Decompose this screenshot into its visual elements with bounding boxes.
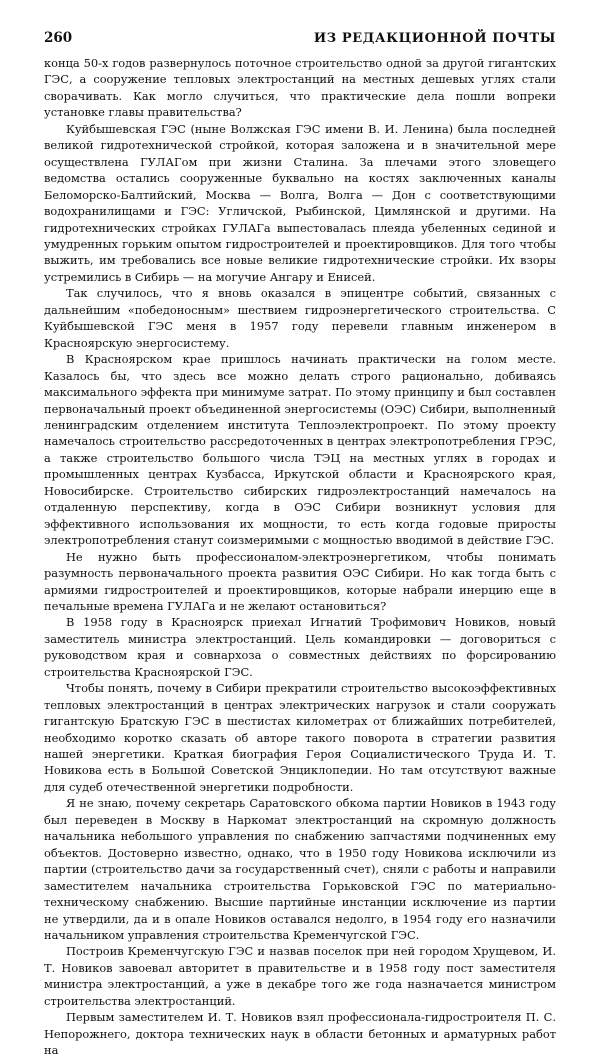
paragraph-continued: конца 50-х годов развернулось поточное строительство одной за другой гигантских ГЭС, а сооружение тепловых электростанций на местных дешевых углях стали сворачивать. Как могло случиться, что практические дела пошли вопреки установке главы правительства? bbox=[44, 56, 556, 120]
paragraph-kremenchug: Построив Кременчугскую ГЭС и назвав поселок при ней городом Хрущевом, И. Т. Новиков завоевал авторитет в правительстве и в 1958 году пост заместителя министра электростанций, а уже в декабре того же года назначается министром строительства электростанций. bbox=[44, 944, 556, 1008]
paragraph-krasnoyarsk: В Красноярском крае пришлось начинать практически на голом месте. Казалось бы, что здесь все можно делать строго рационально, добиваясь максимального эффекта при минимуме затрат. По этому принципу и был составлен первоначальный проект объединенной энергосистемы (ОЭС) Сибири, выполненный ленинградским отделением института Теплоэлектропроект. По этому проекту намечалось строительство рассредоточенных в центрах электропотребления ГРЭС, а также строительство большого числа ТЭЦ на местных углях в городах и промышленных центрах Кузбасса, Иркутской области и Красноярского края, Новосибирске. Строительство сибирских гидроэлектростанций намечалось на отдаленную перспективу, когда в ОЭС Сибири возникнут условия для эффективного использования их мощности, то есть когда годовые приросты электропотребления станут соизмеримыми с мощностью вводимой в действие ГЭС. bbox=[44, 352, 556, 548]
paragraph-kuibyshev-ges: Куйбышевская ГЭС (ныне Волжская ГЭС имени В. И. Ленина) была последней великой гидротехнической стройкой, которая заложена и в значительной мере осуществлена ГУЛАГом при жизни Сталина. За плечами этого зловещего ведомства остались сооруженные буквально на костях заключенных каналы Беломорско-Балтийский, Москва — Волга, Волга — Дон с соответствующими водохранилищами и ГЭС: Угличской, Рыбинской, Цимлянской и другими. На гидротехнических стройках ГУЛАГа выпестовалась плеяда убеленных сединой и умудренных горьким опытом гидростроителей и проектировщиков. Для того чтобы выжить, им требовались все новые великие гидротехнические стройки. Их взоры устремились в Сибирь — на могучие Ангару и Енисей. bbox=[44, 121, 556, 284]
paragraph-bratsk: Чтобы понять, почему в Сибири прекратили строительство высокоэффективных тепловых электростанций в центрах электрических нагрузок и стали сооружать гигантскую Братскую ГЭС в шестистах километрах от ближайших потребителей, необходимо коротко сказать об авторе такого поворота в стратегии развития нашей энергетики. Краткая биография Героя Социалистического Труда И. Т. Новикова есть в Большой Советской Энциклопедии. Но там отсутствуют важные для судеб отечественной энергетики подробности. bbox=[44, 681, 556, 794]
paragraph-novikov-bio: Я не знаю, почему секретарь Саратовского обкома партии Новиков в 1943 году был переведен в Москву в Наркомат электростанций на скромную должность начальника небольшого управления по снабжению запчастями подчиненных ему объектов. Достоверно известно, однако, что в 1950 году Новикова исключили из партии (строительство дачи за государственный счет), сняли с работы и направили заместителем начальника строительства Горьковской ГЭС по материально-техническому снабжению. Высшие партийные инстанции исключение из партии не утвердили, да и в опале Новиков оставался недолго, в 1954 году его назначили начальником управления строительства Кременчугской ГЭС. bbox=[44, 796, 556, 943]
article-body bbox=[44, 55, 556, 1059]
page-header bbox=[44, 30, 556, 52]
paragraph-original-project: Не нужно быть профессионалом-электроэнергетиком, чтобы понимать разумность первоначального проекта развития ОЭС Сибири. Но как тогда быть с армиями гидростроителей и проектировщиков, которые набрали инерцию еще в печальные времена ГУЛАГа и не желают остановиться? bbox=[44, 549, 556, 613]
page bbox=[44, 30, 556, 1059]
paragraph-epicenter: Так случилось, что я вновь оказался в эпицентре событий, связанных с дальнейшим «победоносным» шествием гидроэнергетического строительства. С Куйбышевской ГЭС меня в 1957 году перевели главным инженером в Красноярскую энергосистему. bbox=[44, 286, 556, 350]
paragraph-neporozhny: Первым заместителем И. Т. Новиков взял профессионала-гидростроителя П. С. Непорожнего, доктора технических наук в области бетонных и арматурных работ на bbox=[44, 1010, 556, 1058]
paragraph-novikov-arrival: В 1958 году в Красноярск приехал Игнатий Трофимович Новиков, новый заместитель министра электростанций. Цель командировки — договориться с руководством края и совнархоза о совместных действиях по форсированию строительства Красноярской ГЭС. bbox=[44, 615, 556, 679]
running-head: ИЗ РЕДАКЦИОННОЙ ПОЧТЫ bbox=[313, 31, 556, 46]
page-number: 260 bbox=[44, 30, 73, 46]
